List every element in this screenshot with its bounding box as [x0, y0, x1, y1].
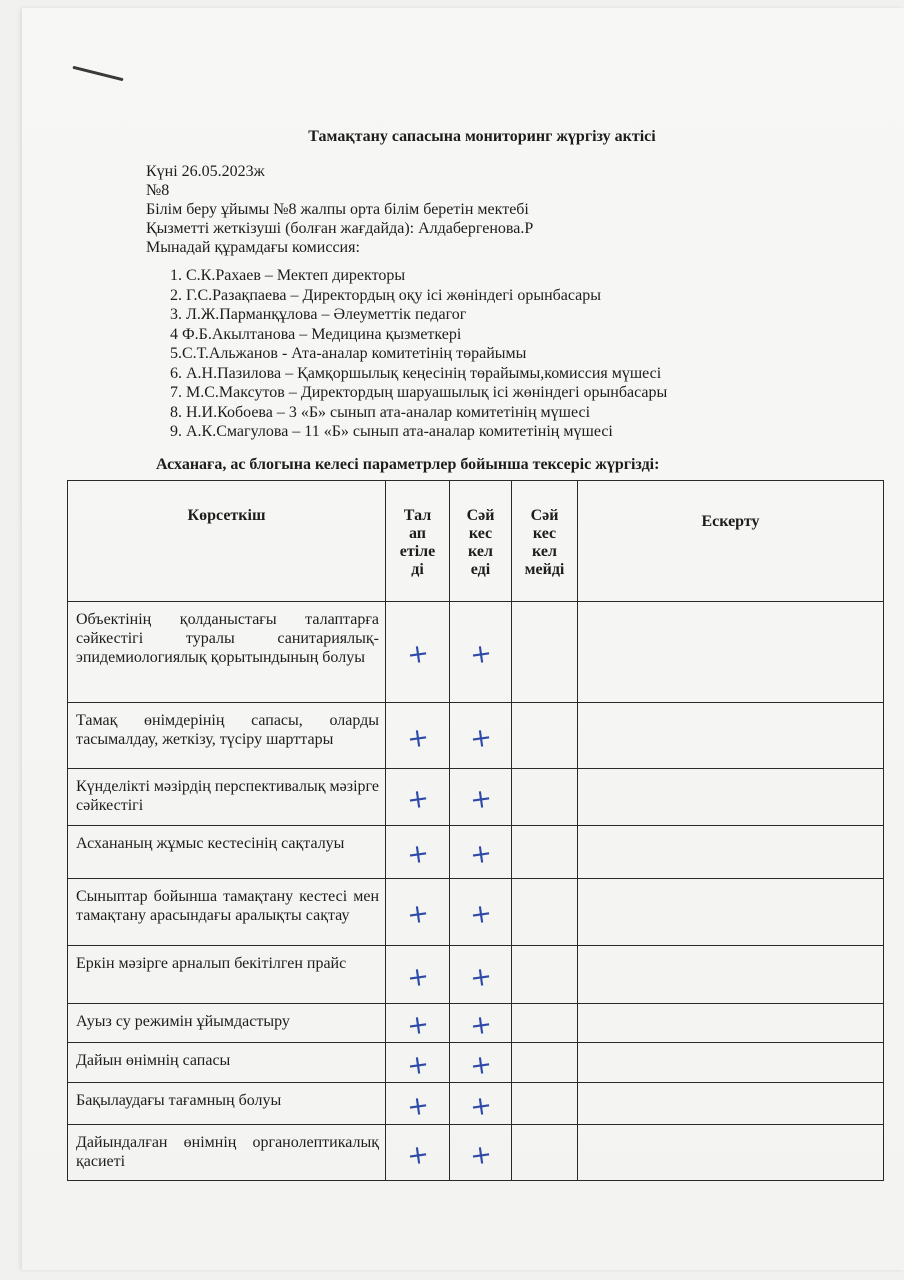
plus-mark-icon: +: [404, 898, 431, 931]
indicator-cell: Күнделікті мәзірдің перспективалық мәзірге сәйкестігі: [68, 769, 386, 826]
commission-members: [170, 266, 667, 442]
not-compliant-cell: [512, 703, 578, 769]
indicator-cell: Асхананың жұмыс кестесінің сақталуы: [68, 826, 386, 879]
note-cell: [578, 703, 884, 769]
member-line: 8. Н.И.Кобоева – 3 «Б» сынып ата-аналар комитетінің мүшесі: [170, 403, 591, 421]
header-required: [386, 481, 450, 602]
note-cell: [578, 1004, 884, 1043]
not-compliant-cell: [512, 1083, 578, 1125]
table-row: [68, 769, 884, 826]
plus-mark-icon: +: [467, 1089, 494, 1123]
number-line: №8: [146, 182, 170, 199]
note-cell: [578, 1125, 884, 1181]
compliant-cell: [450, 826, 512, 879]
header-compliant: [450, 481, 512, 602]
plus-mark-icon: +: [467, 960, 494, 994]
table-row: [68, 826, 884, 879]
compliant-cell: [450, 703, 512, 769]
compliant-cell: [450, 879, 512, 946]
plus-mark-icon: +: [404, 960, 431, 994]
note-cell: [578, 946, 884, 1004]
not-compliant-cell: [512, 826, 578, 879]
table-row: [68, 703, 884, 769]
indicator-cell: Дайындалған өнімнің органолептикалық қасиеті: [68, 1125, 386, 1181]
plus-mark-icon: +: [404, 783, 431, 816]
note-cell: [578, 602, 884, 703]
member-line: 6. А.Н.Пазилова – Қамқоршылық кеңесінің төрайымы,комиссия мүшесі: [170, 364, 662, 382]
commission-intro: Мынадай құрамдағы комиссия:: [146, 239, 360, 256]
member-line: 2. Г.С.Разақпаева – Директордың оқу ісі жөніндегі орынбасары: [170, 286, 602, 304]
plus-mark-icon: +: [467, 898, 494, 931]
member-line: 5.С.Т.Альжанов - Ата-аналар комитетінің төрайымы: [170, 345, 527, 362]
header-not-compliant: [512, 481, 578, 602]
compliant-cell: [450, 1043, 512, 1083]
plus-mark-icon: +: [404, 721, 431, 755]
required-cell: [386, 769, 450, 826]
plus-mark-icon: +: [467, 1009, 494, 1042]
indicator-cell: Еркін мәзірге арналып бекітілген прайс: [68, 946, 386, 1004]
compliant-cell: [450, 1004, 512, 1043]
required-cell: [386, 703, 450, 769]
compliant-cell: [450, 1125, 512, 1181]
indicator-cell: Тамақ өнімдерінің сапасы, оларды тасымалдау, жеткізу, түсіру шарттары: [68, 703, 386, 769]
table-row: [68, 946, 884, 1004]
table-row: [68, 1083, 884, 1125]
table-header-row: [68, 481, 884, 602]
plus-mark-icon: +: [404, 838, 431, 871]
required-cell: [386, 602, 450, 703]
not-compliant-cell: [512, 1043, 578, 1083]
compliant-cell: [450, 1083, 512, 1125]
compliant-cell: [450, 602, 512, 703]
note-cell: [578, 1043, 884, 1083]
plus-mark-icon: +: [467, 1138, 494, 1172]
required-cell: [386, 826, 450, 879]
table-row: [68, 1125, 884, 1181]
plus-mark-icon: +: [404, 1138, 431, 1172]
member-line: 4 Ф.Б.Акылтанова – Медицина қызметкері: [170, 325, 462, 343]
plus-mark-icon: +: [404, 1089, 431, 1123]
not-compliant-cell: [512, 769, 578, 826]
document-meta: [146, 162, 533, 257]
required-cell: [386, 1004, 450, 1043]
not-compliant-cell: [512, 1125, 578, 1181]
indicator-cell: Бақылаудағы тағамның болуы: [68, 1083, 386, 1125]
date-line: Күні 26.05.2023ж: [146, 163, 265, 180]
indicator-cell: Ауыз су режимін ұйымдастыру: [68, 1004, 386, 1043]
required-cell: [386, 1043, 450, 1083]
note-cell: [578, 879, 884, 946]
indicator-cell: Сыныптар бойынша тамақтану кестесі мен тамақтану арасындағы аралықты сақтау: [68, 879, 386, 946]
note-cell: [578, 826, 884, 879]
member-line: 9. А.К.Смагулова – 11 «Б» сынып ата-аналар комитетінің мүшесі: [170, 423, 613, 440]
header-not-compliant-text: Сәй кес кел мейді: [524, 507, 565, 578]
member-line: 3. Л.Ж.Парманқұлова – Әлеуметтік педагог: [170, 306, 467, 323]
check-intro: Асханаға, ас блогына келесі параметрлер бойынша тексеріс жүргізді:: [156, 456, 660, 473]
table-row: [68, 879, 884, 946]
plus-mark-icon: +: [467, 1048, 494, 1082]
header-compliant-text: Сәй кес кел еді: [466, 507, 495, 578]
compliant-cell: [450, 769, 512, 826]
note-cell: [578, 769, 884, 826]
not-compliant-cell: [512, 946, 578, 1004]
table-row: [68, 602, 884, 703]
plus-mark-icon: +: [467, 721, 494, 755]
supplier-line: Қызметті жеткізуші (болған жағдайда): Алдабергенова.Р: [146, 220, 534, 237]
header-note: Ескерту: [578, 481, 884, 602]
organization-line: Білім беру ұйымы №8 жалпы орта білім беретін мектебі: [146, 201, 529, 218]
not-compliant-cell: [512, 879, 578, 946]
not-compliant-cell: [512, 602, 578, 703]
header-indicator: Көрсеткіш: [68, 481, 386, 602]
plus-mark-icon: +: [404, 1048, 431, 1082]
plus-mark-icon: +: [467, 838, 494, 871]
plus-mark-icon: +: [467, 783, 494, 816]
member-line: 7. М.С.Максутов – Директордың шаруашылық ісі жөніндегі орынбасары: [170, 384, 668, 401]
required-cell: [386, 1125, 450, 1181]
required-cell: [386, 946, 450, 1004]
indicator-cell: Дайын өнімнің сапасы: [68, 1043, 386, 1083]
required-cell: [386, 1083, 450, 1125]
note-cell: [578, 1083, 884, 1125]
indicator-cell: Объектінің қолданыстағы талаптарға сәйкестігі туралы санитариялық-эпидемиологиялық қорытындының болуы: [68, 602, 386, 703]
monitoring-table: [67, 480, 884, 1181]
plus-mark-icon: +: [467, 638, 494, 671]
table-row: [68, 1043, 884, 1083]
header-required-text: Тал ап етіле ді: [399, 507, 436, 578]
compliant-cell: [450, 946, 512, 1004]
required-cell: [386, 879, 450, 946]
table-body: [68, 602, 884, 1181]
document-title: Тамақтану сапасына мониторинг жүргізу актісі: [308, 128, 656, 145]
plus-mark-icon: +: [404, 638, 431, 671]
member-line: 1. С.К.Рахаев – Мектеп директоры: [170, 267, 406, 284]
plus-mark-icon: +: [404, 1009, 431, 1042]
table-row: [68, 1004, 884, 1043]
not-compliant-cell: [512, 1004, 578, 1043]
